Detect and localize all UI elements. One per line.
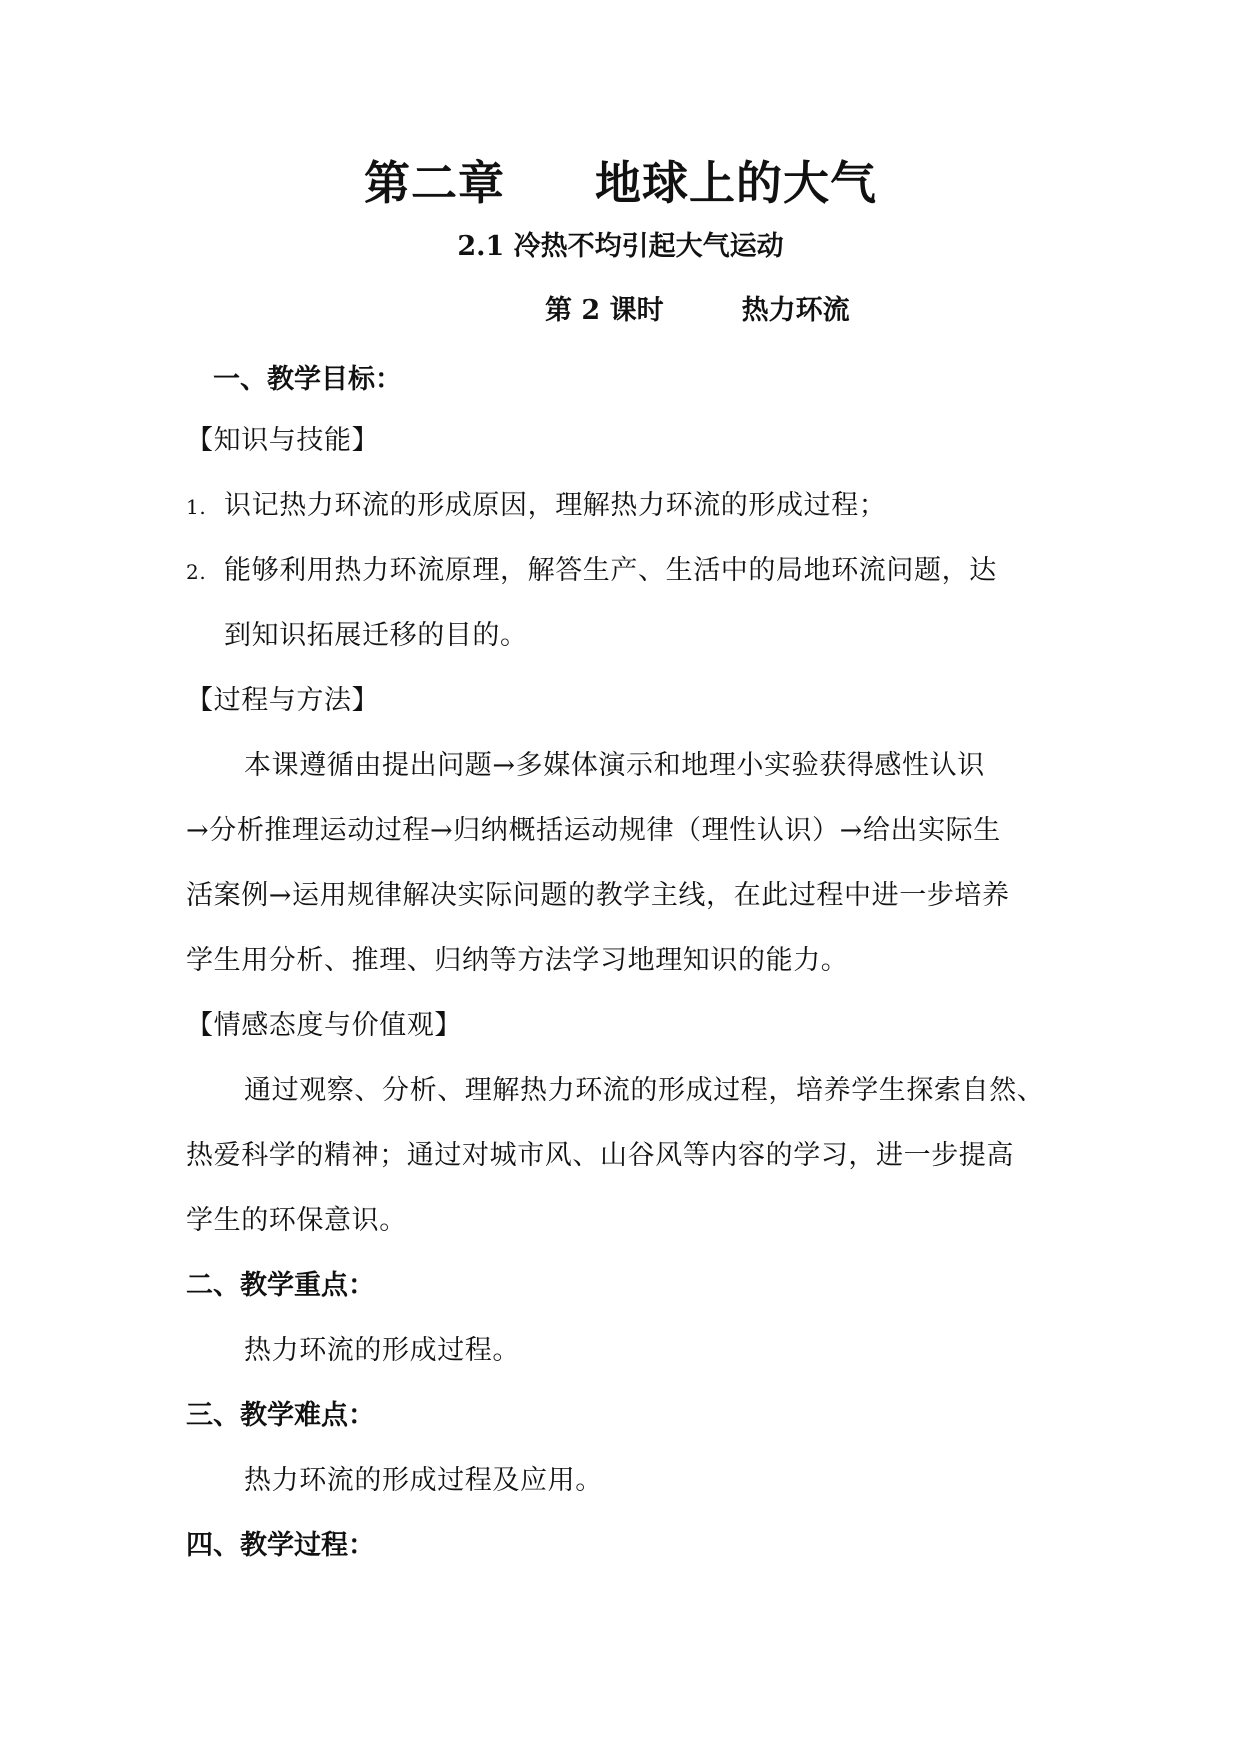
process-line: →分析推理运动过程→归纳概括运动规律（理性认识）→给出实际生 [186,815,1001,846]
lesson-name: 热力环流 [741,295,850,326]
knowledge-item-2-continued: 到知识拓展迁移的目的。 [224,620,528,651]
chapter-number: 第二章 [364,156,505,210]
difficulties-heading: 三、教学难点： [186,1400,375,1431]
chapter-name: 地球上的大气 [595,156,877,210]
emotion-line: 热爱科学的精神；通过对城市风、山谷风等内容的学习，进一步提高 [186,1140,1014,1171]
objectives-heading: 一、教学目标： [213,364,402,395]
process-line: 学生用分析、推理、归纳等方法学习地理知识的能力。 [186,945,849,976]
emotion-line: 学生的环保意识。 [186,1205,407,1236]
key-points-text: 热力环流的形成过程。 [244,1335,520,1366]
process-label: 【过程与方法】 [186,685,380,716]
chapter-title [0,156,1241,210]
key-points-heading: 二、教学重点： [186,1270,375,1301]
process-line: 本课遵循由提出问题→多媒体演示和地理小实验获得感性认识 [244,750,985,781]
list-text: 识记热力环流的形成原因，理解热力环流的形成过程； [224,490,887,521]
knowledge-item-2 [186,557,997,584]
list-text: 能够利用热力环流原理，解答生产、生活中的局地环流问题，达 [224,555,997,586]
process-line: 活案例→运用规律解决实际问题的教学主线，在此过程中进一步培养 [186,880,1010,911]
section-title: 2.1 冷热不均引起大气运动 [457,231,784,262]
lesson-title [545,297,850,324]
knowledge-label: 【知识与技能】 [186,425,380,456]
list-number: 2. [186,560,207,584]
list-number: 1. [186,495,207,519]
emotion-line: 通过观察、分析、理解热力环流的形成过程，培养学生探索自然、 [244,1075,1045,1106]
lesson-number: 第 2 课时 [545,295,664,326]
knowledge-item-1 [186,492,886,519]
procedure-heading: 四、教学过程： [186,1530,375,1561]
emotion-label: 【情感态度与价值观】 [186,1010,462,1041]
difficulties-text: 热力环流的形成过程及应用。 [244,1465,603,1496]
